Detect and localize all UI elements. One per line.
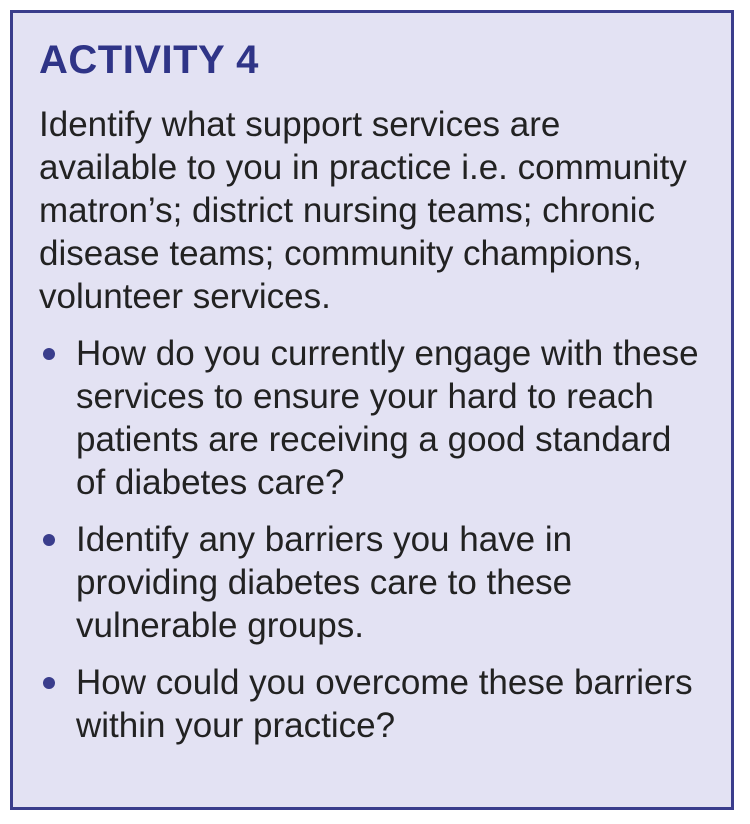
activity-bullet-list	[39, 332, 705, 747]
bullet-item	[39, 518, 705, 647]
bullet-dot-icon	[43, 348, 55, 360]
bullet-text: How do you currently engage with these services to ensure your hard to reach patients are receiving a good standard of diabetes care?	[76, 334, 699, 502]
bullet-item	[39, 332, 705, 504]
activity-intro: Identify what support services are available to you in practice i.e. community matron’s; district nursing teams; chronic disease teams; community champions, volunteer services.	[39, 105, 687, 316]
bullet-text: Identify any barriers you have in providing diabetes care to these vulnerable groups.	[76, 520, 573, 645]
bullet-dot-icon	[43, 677, 55, 689]
activity-box	[10, 10, 734, 810]
bullet-text: How could you overcome these barriers within your practice?	[76, 663, 693, 745]
bullet-item	[39, 661, 705, 747]
activity-title: ACTIVITY 4	[39, 38, 259, 82]
bullet-dot-icon	[43, 534, 55, 546]
